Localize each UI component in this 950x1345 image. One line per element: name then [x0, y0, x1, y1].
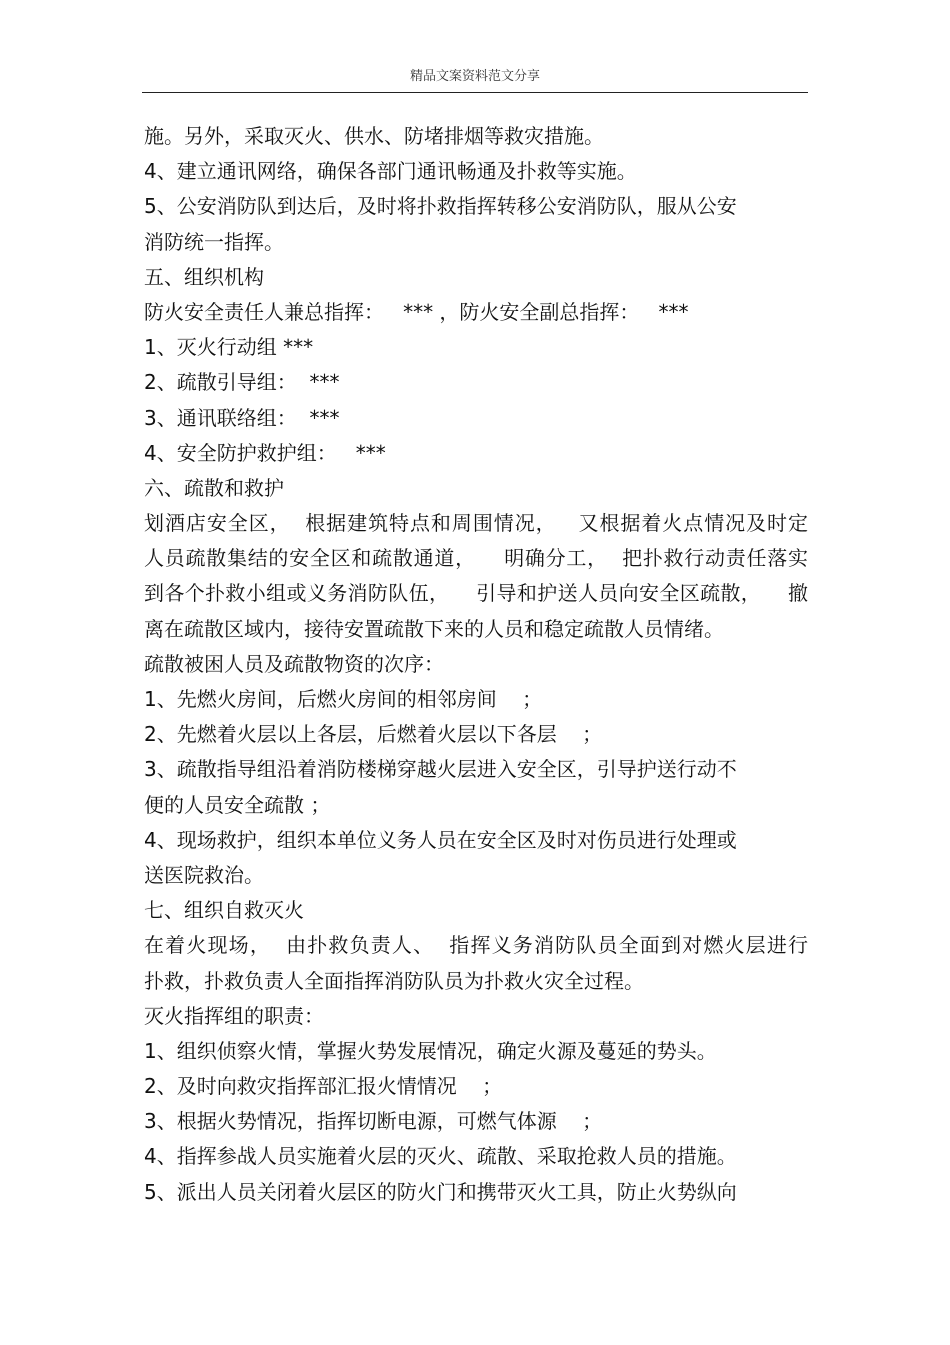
list-item: 4、现场救护，组织本单位义务人员在安全区及时对伤员进行处理或 [144, 827, 737, 852]
text-line: 送医院救治。 [144, 862, 264, 887]
list-item: 4、安全防护救护组： *** [144, 440, 386, 465]
text-line: 便的人员安全疏散 ； [144, 792, 331, 817]
text-line: 划酒店安全区， 根据建筑特点和周围情况， 又根据着火点情况及时定 [144, 511, 808, 536]
list-item: 3、通讯联络组： *** [144, 405, 340, 430]
text-line: 到各个扑救小组或义务消防队伍， 引导和护送人员向安全区疏散， 撤 [144, 581, 808, 606]
page-header [142, 62, 808, 93]
section-heading: 五、组织机构 [144, 264, 264, 289]
text-line: 灭火指挥组的职责： [144, 1003, 324, 1028]
text-line: 在着火现场， 由扑救负责人、 指挥义务消防队员全面到对燃火层进行 [144, 933, 808, 958]
text-line: 4、建立通讯网络，确保各部门通讯畅通及扑救等实施。 [144, 159, 637, 184]
list-item: 3、根据火势情况，指挥切断电源，可燃气体源 ； [144, 1109, 603, 1134]
text-line: 扑救，扑救负责人全面指挥消防队员为扑救火灾全过程。 [144, 968, 644, 993]
list-item: 5、派出人员关闭着火层区的防火门和携带灭火工具，防止火势纵向 [144, 1179, 737, 1204]
list-item: 2、及时向救灾指挥部汇报火情情况 ； [144, 1074, 503, 1099]
text-line: 消防统一指挥。 [144, 229, 284, 254]
text-line: 5、公安消防队到达后，及时将扑救指挥转移公安消防队，服从公安 [144, 194, 737, 219]
text-line: 离在疏散区域内，接待安置疏散下来的人员和稳定疏散人员情绪。 [144, 616, 724, 641]
list-item: 2、先燃着火层以上各层，后燃着火层以下各层 ； [144, 722, 603, 747]
section-heading: 七、组织自救灭火 [144, 898, 304, 923]
text-line: 施。另外，采取灭火、供水、防堵排烟等救灾措施。 [144, 124, 604, 148]
list-item: 2、疏散引导组： *** [144, 370, 340, 395]
list-item: 3、疏散指导组沿着消防楼梯穿越火层进入安全区，引导护送行动不 [144, 757, 737, 782]
text-line: 疏散被困人员及疏散物资的次序： [144, 651, 444, 676]
list-item: 4、指挥参战人员实施着火层的灭火、疏散、采取抢救人员的措施。 [144, 1144, 737, 1169]
text-line: 防火安全责任人兼总指挥： *** ，防火安全副总指挥： *** [144, 299, 689, 324]
text-line: 人员疏散集结的安全区和疏散通道， 明确分工， 把扑救行动责任落实 [144, 546, 808, 571]
document-body [144, 119, 808, 1210]
list-item: 1、灭火行动组 *** [144, 335, 314, 360]
list-item: 1、组织侦察火情，掌握火势发展情况，确定火源及蔓延的势头。 [144, 1038, 717, 1063]
section-heading: 六、疏散和救护 [144, 475, 284, 500]
list-item: 1、先燃火房间，后燃火房间的相邻房间 ； [144, 687, 543, 711]
header-title: 精品文案资料范文分享 [409, 69, 540, 84]
